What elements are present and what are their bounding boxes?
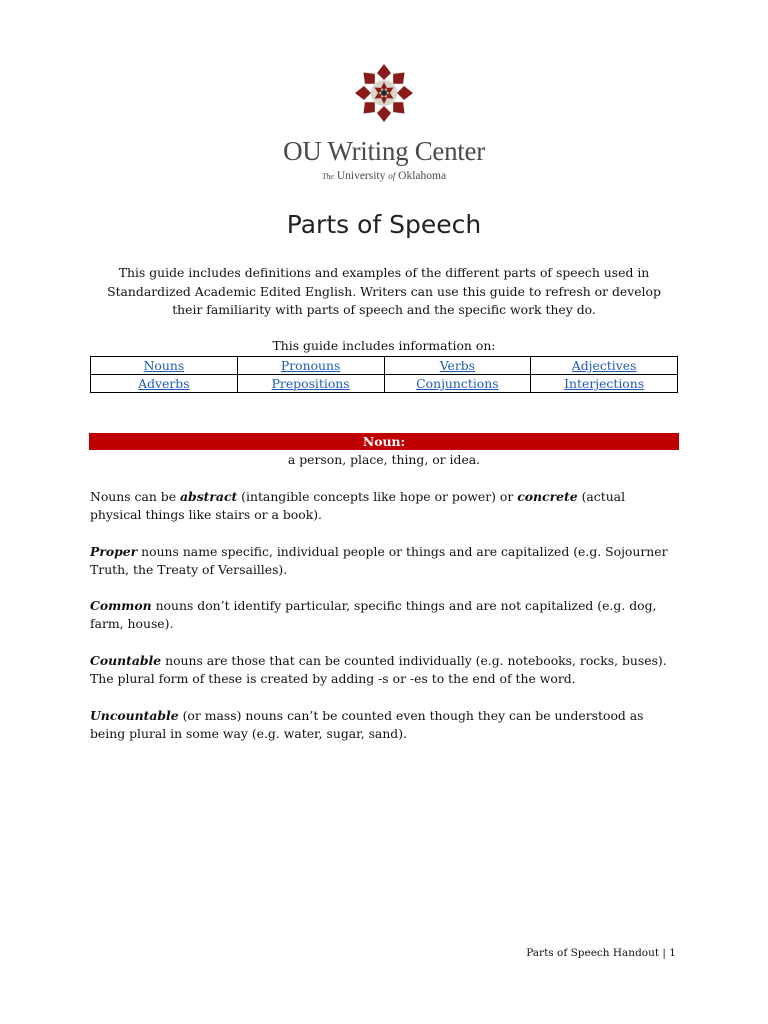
paragraph-abstract-concrete	[90, 488, 680, 524]
org-name: OU Writing Center	[283, 136, 485, 166]
intro-paragraph: This guide includes definitions and examples of the different parts of speech used in Standardized Academic Edited English. Writers can use this guide to refresh or develop their familiarity with parts of speech and the specific work they do.	[107, 265, 661, 317]
table-cell	[384, 375, 531, 393]
page-title: Parts of Speech	[286, 210, 482, 239]
paragraph-proper	[90, 543, 680, 579]
term-common: Common	[90, 598, 152, 613]
org-sub-university: University	[336, 170, 386, 182]
para-text: nouns are those that can be counted individually (e.g. notebooks, rocks, buses). The plural form of these is created by adding -s or -es to the end of the word.	[90, 653, 667, 686]
table-row	[91, 357, 678, 375]
table-cell	[91, 357, 238, 375]
link-interjections[interactable]: Interjections	[564, 376, 645, 391]
para-text: (or mass) nouns can’t be counted even though they can be understood as being plural in some way (e.g. water, sugar, sand).	[90, 708, 644, 741]
para-text: (intangible concepts like hope or power) or	[237, 489, 518, 504]
page-footer: Parts of Speech Handout | 1	[526, 947, 676, 959]
topics-table	[90, 356, 678, 393]
paragraph-common	[90, 597, 680, 633]
flower-seal-icon	[353, 62, 415, 124]
link-conjunctions[interactable]: Conjunctions	[416, 376, 499, 391]
link-adjectives[interactable]: Adjectives	[571, 358, 637, 373]
org-sub-of: of	[388, 171, 396, 181]
link-prepositions[interactable]: Prepositions	[271, 376, 350, 391]
para-text: (actual physical things like stairs or a book).	[90, 489, 626, 522]
term-proper: Proper	[90, 544, 138, 559]
table-cell	[237, 357, 384, 375]
org-subtitle	[0, 170, 768, 182]
link-nouns[interactable]: Nouns	[143, 358, 185, 373]
table-cell	[531, 375, 678, 393]
noun-definition: a person, place, thing, or idea.	[287, 452, 481, 467]
info-line: This guide includes information on:	[272, 338, 496, 353]
link-verbs[interactable]: Verbs	[439, 358, 476, 373]
para-text: nouns don’t identify particular, specific things and are not capitalized (e.g. dog, farm, house).	[90, 598, 657, 631]
table-cell	[384, 357, 531, 375]
term-concrete: concrete	[517, 489, 578, 504]
term-uncountable: Uncountable	[90, 708, 179, 723]
org-sub-the: The	[321, 172, 334, 181]
para-text: nouns name specific, individual people or things and are capitalized (e.g. Sojourner Truth, the Treaty of Versailles).	[90, 544, 668, 577]
para-text: Nouns can be	[90, 489, 181, 504]
table-cell	[91, 375, 238, 393]
ou-logo	[0, 62, 768, 124]
term-countable: Countable	[90, 653, 162, 668]
table-row	[91, 375, 678, 393]
link-adverbs[interactable]: Adverbs	[138, 376, 190, 391]
org-sub-oklahoma: Oklahoma	[398, 170, 447, 182]
paragraph-uncountable	[90, 707, 680, 743]
table-cell	[237, 375, 384, 393]
noun-heading: Noun:	[89, 433, 679, 450]
table-cell	[531, 357, 678, 375]
paragraph-countable	[90, 652, 680, 688]
link-pronouns[interactable]: Pronouns	[280, 358, 341, 373]
term-abstract: abstract	[180, 489, 238, 504]
